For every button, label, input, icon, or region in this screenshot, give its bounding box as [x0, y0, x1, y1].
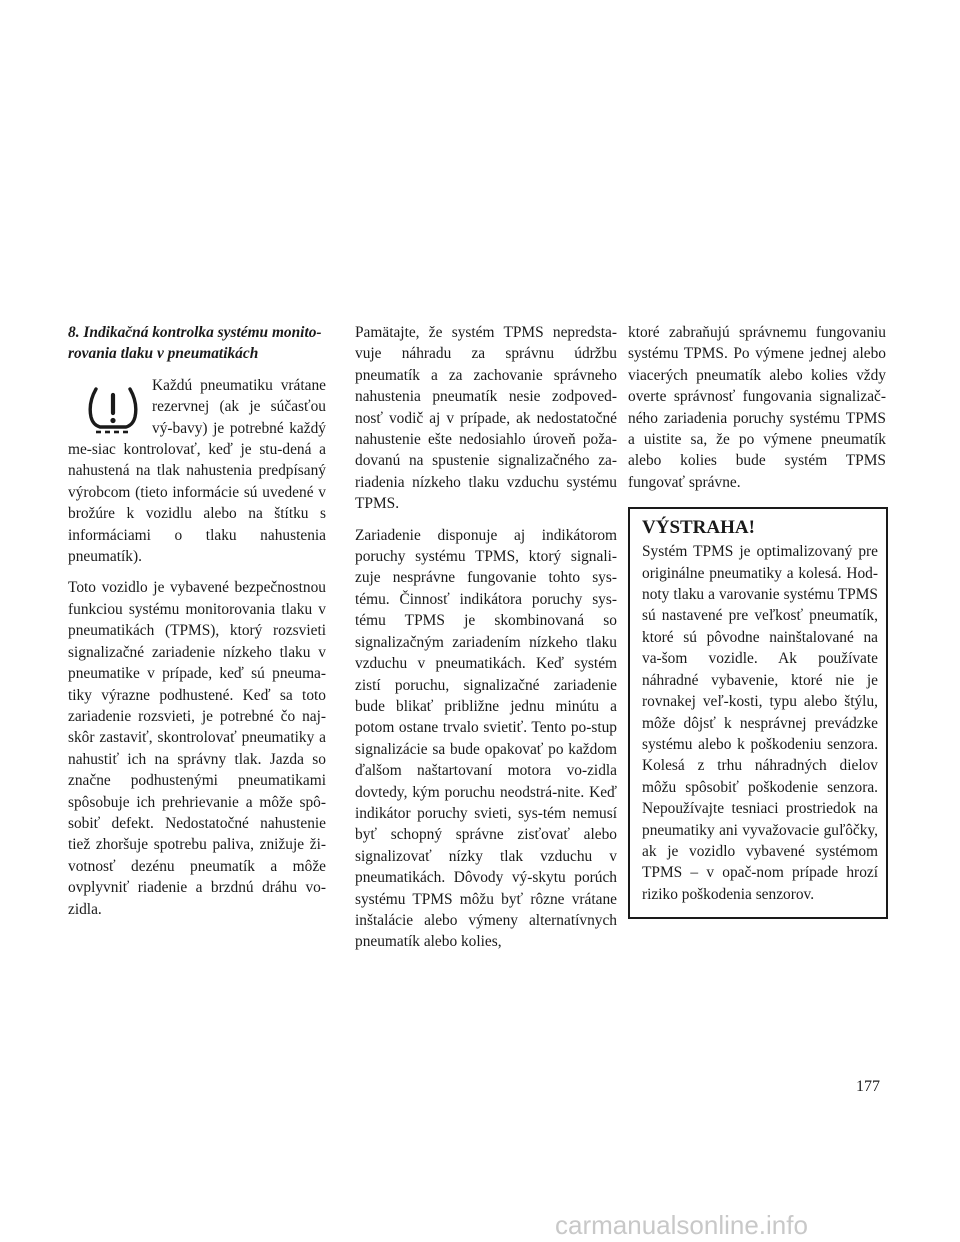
paragraph-tpms-not-substitute: Pamätajte, že systém TPMS nepredsta-vuje náhradu za správnu údržbu pneumatík a za zachovanie správneho nahustenia pneumatík nesie zodpoved-nosť vodič aj v prípade, ak nedostatočné nahustenie ešte nedosiahlo úroveň poža-dovanú na spustenie signalizačného za-riadenia nízkeho tlaku vzduchu systému TPMS.	[355, 324, 617, 513]
column-middle	[355, 322, 617, 963]
paragraph-monthly-check: Každú pneumatiku vrátane rezervnej (ak je súčasťou vý-bavy) je potrebné každý me-siac kontrolovať, keď je stu-dená a nahustená na tlak nahustenia predpísaný výrobcom (tieto informácie sú uvedené v brožúre k vozidlu alebo na štítku s informáciami o tlaku nahustenia pneumatík).	[68, 376, 326, 566]
paragraph-continuation: ktoré zabraňujú správnemu fungovaniu systému TPMS. Po výmene jednej alebo viacerých pneumatík alebo kolies vždy overte správnosť fungovania signalizač-ného zariadenia poruchy systému TPMS a uistite sa, že po výmene pneumatík alebo kolies bude systém TPMS fungovať správne.	[628, 324, 886, 491]
column-right	[628, 322, 886, 919]
watermark: carmanualsonline.info	[555, 1210, 808, 1240]
paragraph-tpms-description: Toto vozidlo je vybavené bezpečnostnou funkciou systému monitorovania tlaku v pneumatikách (TPMS), ktorý rozsvieti signalizačné zariadenie nízkeho tlaku v pneumatike v prípade, keď sú pneuma-tiky výrazne podhustené. Keď sa toto zariadenie rozsvieti, je potrebné čo naj-skôr zastaviť, skontrolovať pneumatiky a nahustiť ich na správny tlak. Jazda so značne podhustenými pneumatikami spôsobuje ich prehrievanie a môže spô-sobiť defekt. Nedostatočné nahustenie tiež zhoršuje spotrebu paliva, znižuje ži-votnosť dezénu pneumatík a môže ovplyvniť riadenie a brzdnú dráhu vo-zidla.	[68, 579, 326, 918]
column-left	[68, 322, 326, 930]
page-number: 177	[856, 1078, 880, 1095]
warning-box	[628, 507, 888, 919]
section-heading: 8. Indikačná kontrolka systému monito-rovania tlaku v pneumatikách	[68, 324, 322, 363]
paragraph-malfunction-indicator: Zariadenie disponuje aj indikátorom poruchy systému TPMS, ktorý signali-zuje nesprávne fungovanie tohto sys-tému. Činnosť indikátora poruchy sys-tému TPMS je skombinovaná so signalizačným zariadením nízkeho tlaku vzduchu v pneumatikách. Keď systém zistí poruchu, signalizačné zariadenie bude blikať približne jednu minútu a potom ostane trvalo svietiť. Tento po-stup signalizácie sa bude opakovať po každom ďalšom naštartovaní motora vo-zidla dovtedy, kým poruchu neodstrá-nite. Keď indikátor poruchy svieti, sys-tém nemusí byť schopný správne zisťovať alebo signalizovať nízky tlak vzduchu v pneumatikách. Dôvody vý-skytu porúch systému TPMS môžu byť rôzne vrátane inštalácie alebo výmeny alternatívnych pneumatík alebo kolies,	[355, 526, 617, 951]
warning-text: Systém TPMS je optimalizovaný pre originálne pneumatiky a kolesá. Hod-noty tlaku a varovanie systému TPMS sú nastavené pre veľkosť pneumatík, ktoré sú pôvodne nainštalované na va-šom vozidle. Ak používate náhradné vybavenie, ktoré nie je rovnakej veľ-kosti, typu alebo štýlu, môže dôjsť k nesprávnej prevádzke systému alebo k poškodeniu senzora. Kolesá z trhu náhradných dielov môžu spôsobiť poškodenie senzora. Nepoužívajte tesniaci prostriedok na pneumatiky ani vyvažovacie guľôčky, ak je vozidlo vybavené systémom TPMS – v opač-nom prípade hrozí riziko poškodenia senzorov.	[642, 543, 878, 903]
tire-pressure-warning-icon	[82, 381, 144, 437]
warning-title: VÝSTRAHA!	[642, 517, 755, 539]
